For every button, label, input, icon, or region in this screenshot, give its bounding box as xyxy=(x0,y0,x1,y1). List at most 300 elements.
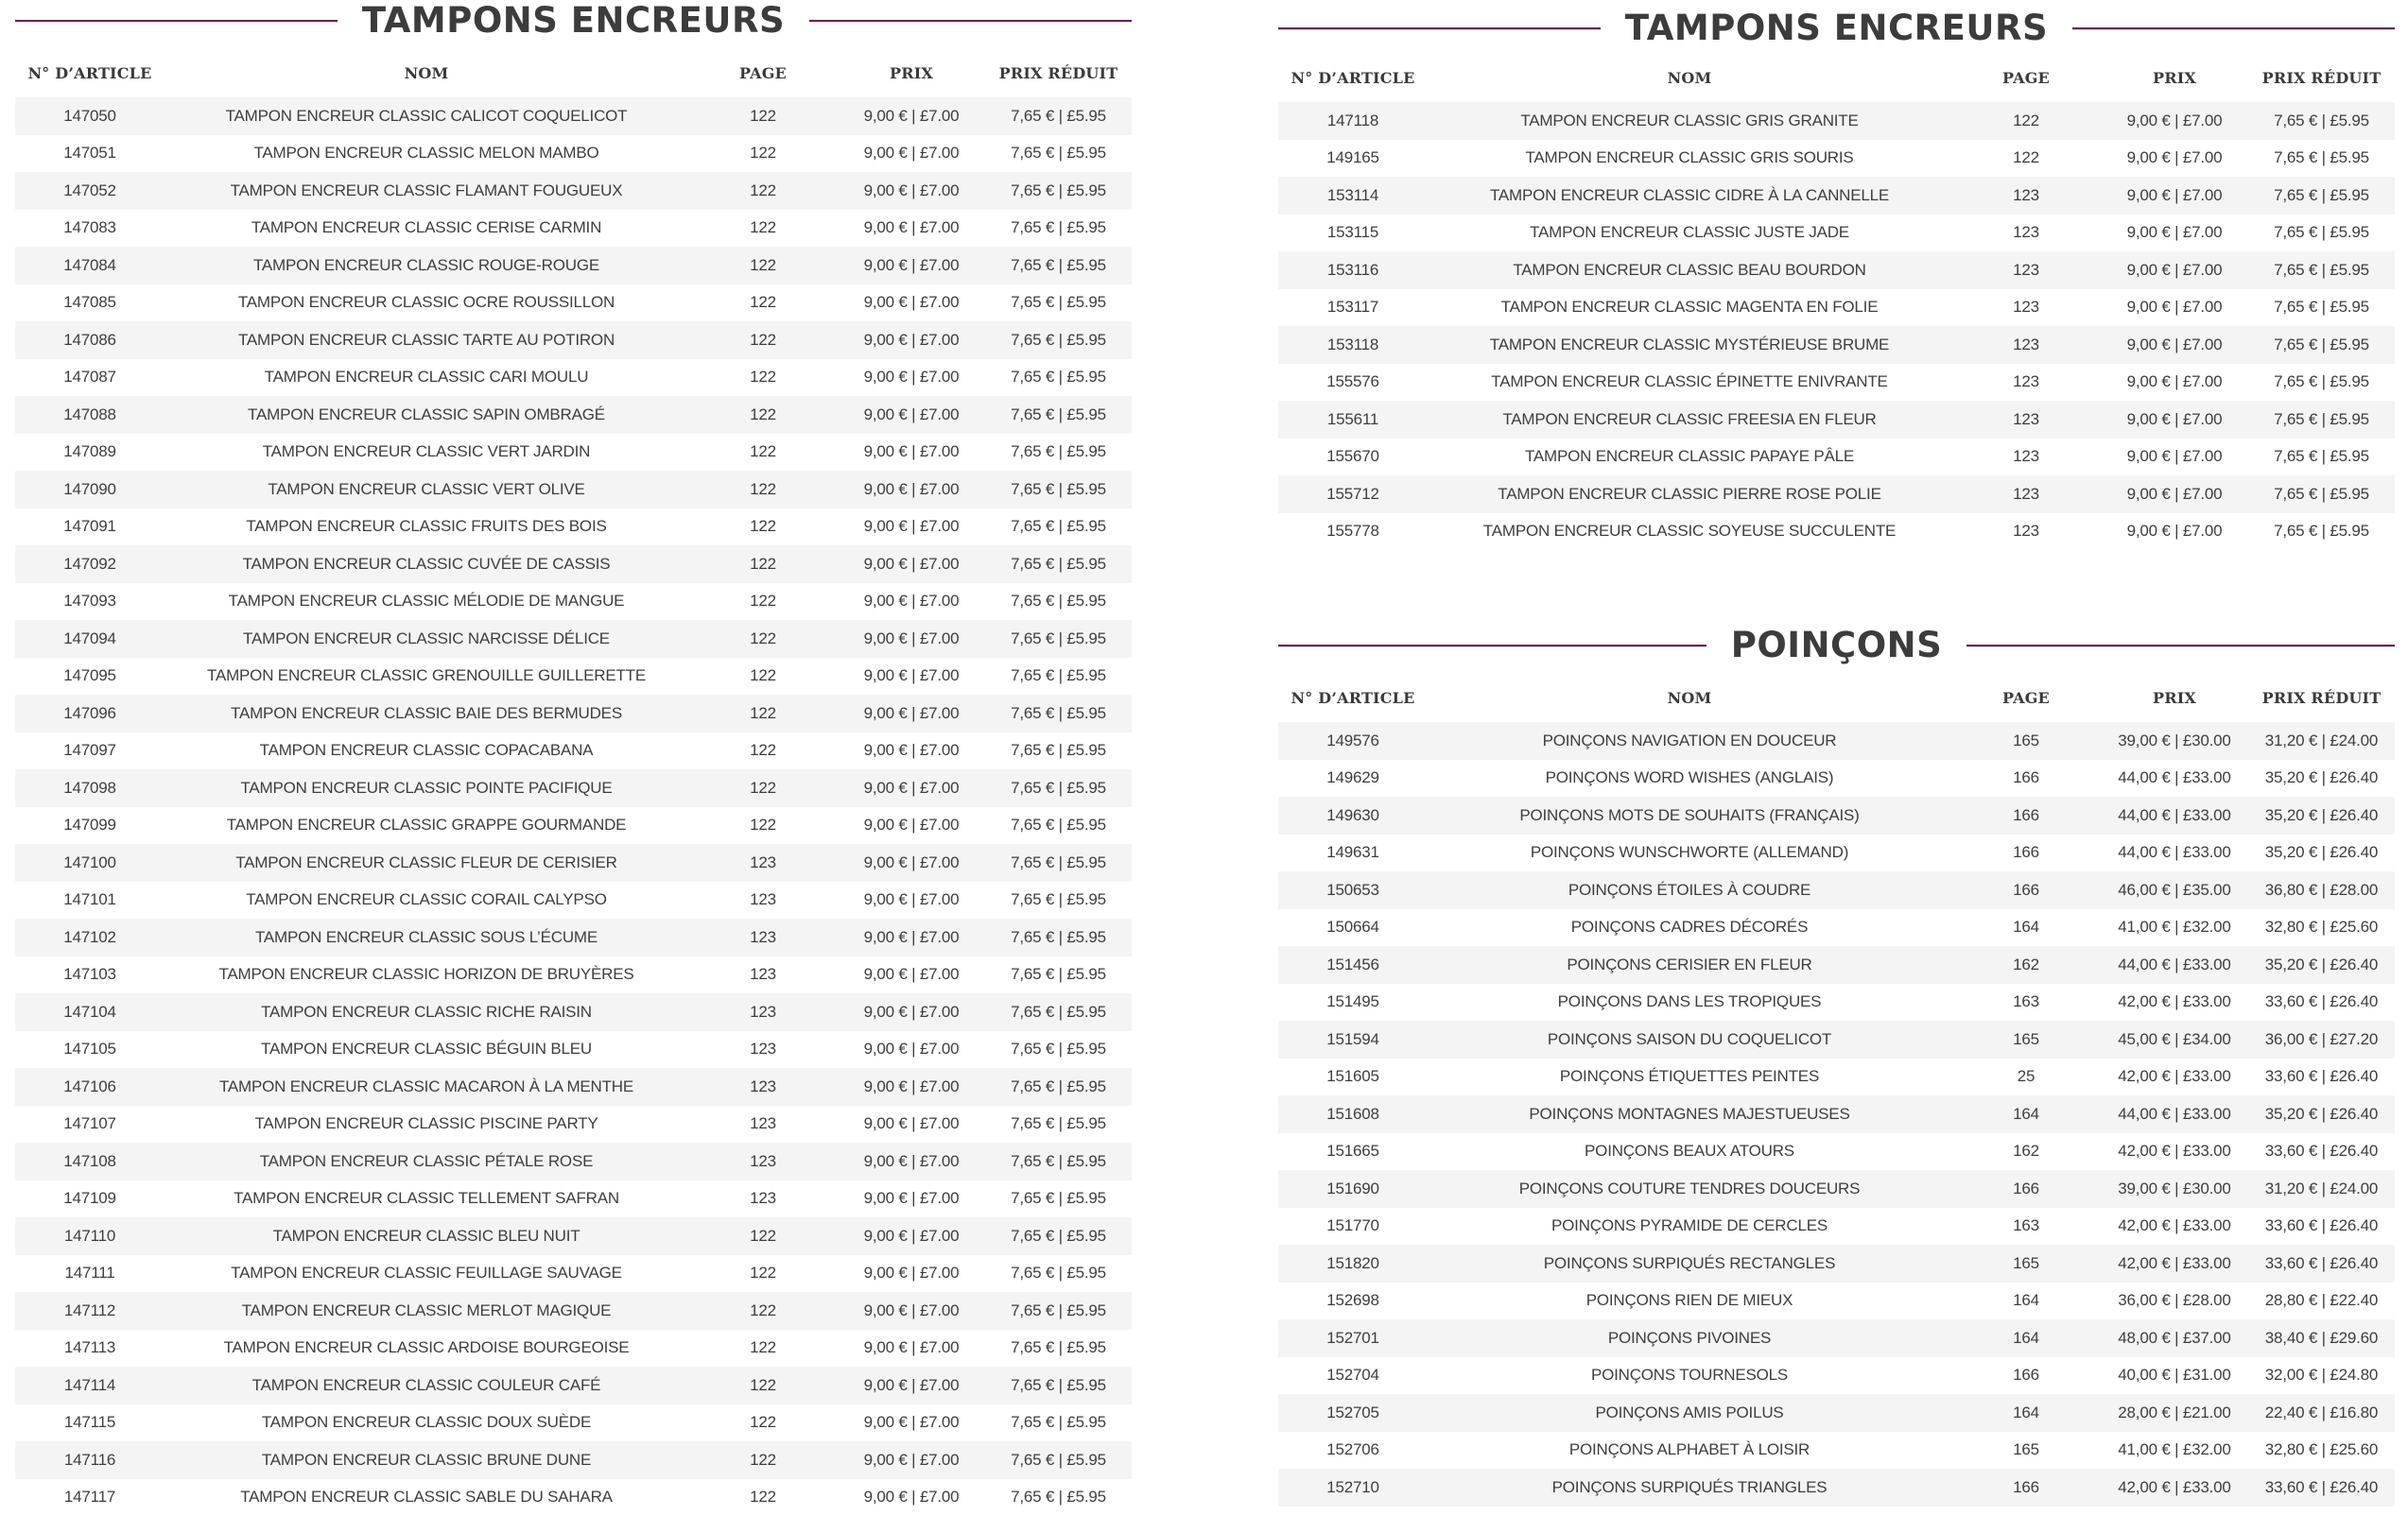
reduced-price-cell: 7,65 € | £5.95 xyxy=(1011,1488,1106,1507)
col-header-page: PAGE xyxy=(2002,68,2050,87)
reduced-price-cell: 32,80 € | £25.60 xyxy=(2264,1440,2379,1459)
table-row xyxy=(1278,1469,2395,1507)
product-name-cell: TAMPON ENCREUR CLASSIC MERLOT MAGIQUE xyxy=(165,1292,688,1330)
col-header-prix: PRIX xyxy=(889,63,934,82)
price-cell: 42,00 € | £33.00 xyxy=(2118,1142,2231,1161)
article-number-cell: 147097 xyxy=(63,741,116,760)
article-number-cell: 147117 xyxy=(63,1488,116,1507)
price-cell: 45,00 € | £34.00 xyxy=(2101,1021,2248,1059)
price-cell: 9,00 € | £7.00 xyxy=(838,97,985,135)
table-row xyxy=(15,993,1132,1031)
table-row xyxy=(1278,1357,2395,1395)
product-table xyxy=(15,60,1132,1516)
product-name-cell: TAMPON ENCREUR CLASSIC MYSTÉRIEUSE BRUME xyxy=(1428,326,1951,364)
product-name-cell: POINÇONS BEAUX ATOURS xyxy=(1585,1142,1794,1161)
reduced-price-cell: 7,65 € | £5.95 xyxy=(2248,401,2395,439)
table-body xyxy=(1278,722,2395,1507)
product-name-cell: POINÇONS NAVIGATION EN DOUCEUR xyxy=(1428,722,1951,760)
product-name-cell: TAMPON ENCREUR CLASSIC BÉGUIN BLEU xyxy=(261,1040,592,1059)
article-number-cell: 147091 xyxy=(63,517,116,536)
price-cell: 9,00 € | £7.00 xyxy=(2101,475,2248,513)
page-number-cell: 164 xyxy=(1951,1095,2101,1133)
article-number-cell: 147116 xyxy=(15,1441,165,1479)
table-row xyxy=(15,284,1132,322)
reduced-price-cell: 7,65 € | £5.95 xyxy=(985,97,1132,135)
product-name-cell: POINÇONS DANS LES TROPIQUES xyxy=(1557,992,1822,1011)
product-name-cell: POINÇONS MONTAGNES MAJESTUEUSES xyxy=(1428,1095,1951,1133)
reduced-price-cell: 35,20 € | £26.40 xyxy=(2264,843,2379,862)
article-number-cell: 151495 xyxy=(1326,992,1379,1011)
product-name-cell: TAMPON ENCREUR CLASSIC MAGENTA EN FOLIE xyxy=(1500,298,1879,317)
reduced-price-cell: 35,20 € | £26.40 xyxy=(2264,768,2379,787)
right-panel xyxy=(1278,0,2395,1516)
table-row xyxy=(15,1180,1132,1218)
article-number-cell: 147102 xyxy=(15,919,165,956)
reduced-price-cell: 7,65 € | £5.95 xyxy=(2274,522,2369,541)
article-number-cell: 147118 xyxy=(1278,102,1428,140)
table-row xyxy=(1278,364,2395,402)
article-number-cell: 147095 xyxy=(63,666,116,685)
article-number-cell: 147109 xyxy=(63,1189,116,1208)
price-cell: 36,00 € | £28.00 xyxy=(2118,1291,2231,1310)
page-number-cell: 165 xyxy=(2013,1440,2039,1459)
page-number-cell: 123 xyxy=(2013,298,2039,317)
product-name-cell: TAMPON ENCREUR CLASSIC GRIS GRANITE xyxy=(1428,102,1951,140)
table-header-row xyxy=(1278,65,2395,90)
table-row xyxy=(15,1404,1132,1442)
product-name-cell: TAMPON ENCREUR CLASSIC OCRE ROUSSILLON xyxy=(237,293,615,312)
reduced-price-cell: 35,20 € | £26.40 xyxy=(2248,946,2395,984)
table-row xyxy=(1278,984,2395,1022)
article-number-cell: 147089 xyxy=(63,442,116,461)
product-name-cell: TAMPON ENCREUR CLASSIC FRUITS DES BOIS xyxy=(246,517,607,536)
table-row xyxy=(15,97,1132,135)
article-number-cell: 149576 xyxy=(1278,722,1428,760)
price-cell: 9,00 € | £7.00 xyxy=(838,993,985,1031)
table-row xyxy=(1278,475,2395,513)
reduced-price-cell: 7,65 € | £5.95 xyxy=(985,1292,1132,1330)
col-header-prix-reduit: PRIX RÉDUIT xyxy=(998,63,1118,82)
price-cell: 9,00 € | £7.00 xyxy=(838,1068,985,1106)
section-title: TAMPONS ENCREURS xyxy=(15,0,1132,44)
reduced-price-cell: 7,65 € | £5.95 xyxy=(2248,475,2395,513)
page-number-cell: 122 xyxy=(1951,102,2101,140)
table-row xyxy=(1278,946,2395,984)
price-cell: 9,00 € | £7.00 xyxy=(2101,177,2248,215)
product-name-cell: TAMPON ENCREUR CLASSIC COPACABANA xyxy=(259,741,594,760)
col-header-nom: NOM xyxy=(1667,688,1712,707)
article-number-cell: 147107 xyxy=(63,1114,116,1133)
price-cell: 9,00 € | £7.00 xyxy=(838,919,985,956)
price-cell: 42,00 € | £33.00 xyxy=(2101,1245,2248,1283)
page-number-cell: 123 xyxy=(688,844,838,882)
table-row xyxy=(15,471,1132,508)
reduced-price-cell: 33,60 € | £26.40 xyxy=(2264,1142,2379,1161)
reduced-price-cell: 7,65 € | £5.95 xyxy=(1011,1114,1106,1133)
col-header-article: N° D’ARTICLE xyxy=(1291,68,1415,87)
price-cell: 9,00 € | £7.00 xyxy=(863,666,960,685)
table-row xyxy=(15,172,1132,210)
article-number-cell: 153117 xyxy=(1326,298,1379,317)
reduced-price-cell: 32,80 € | £25.60 xyxy=(2264,918,2379,937)
price-cell: 39,00 € | £30.00 xyxy=(2101,722,2248,760)
reduced-price-cell: 7,65 € | £5.95 xyxy=(1011,368,1106,387)
price-cell: 9,00 € | £7.00 xyxy=(863,890,960,909)
reduced-price-cell: 7,65 € | £5.95 xyxy=(1011,517,1106,536)
reduced-price-cell: 7,65 € | £5.95 xyxy=(985,471,1132,508)
table-row xyxy=(1278,1021,2395,1059)
reduced-price-cell: 7,65 € | £5.95 xyxy=(985,1143,1132,1180)
table-row xyxy=(15,321,1132,359)
price-cell: 9,00 € | £7.00 xyxy=(838,769,985,807)
table-row xyxy=(1278,1283,2395,1320)
page-number-cell: 122 xyxy=(750,293,776,312)
table-row xyxy=(1278,439,2395,476)
product-name-cell: POINÇONS PIVOINES xyxy=(1428,1319,1951,1357)
page-number-cell: 164 xyxy=(2013,1291,2039,1310)
article-number-cell: 147110 xyxy=(15,1217,165,1255)
table-row xyxy=(15,620,1132,658)
product-name-cell: TAMPON ENCREUR CLASSIC PISCINE PARTY xyxy=(254,1114,598,1133)
reduced-price-cell: 35,20 € | £26.40 xyxy=(2248,797,2395,835)
reduced-price-cell: 7,65 € | £5.95 xyxy=(2248,177,2395,215)
page-number-cell: 166 xyxy=(1951,797,2101,835)
article-number-cell: 151594 xyxy=(1278,1021,1428,1059)
price-cell: 9,00 € | £7.00 xyxy=(2126,223,2223,242)
article-number-cell: 151456 xyxy=(1278,946,1428,984)
article-number-cell: 147114 xyxy=(15,1367,165,1404)
reduced-price-cell: 7,65 € | £5.95 xyxy=(985,1217,1132,1255)
table-header-row xyxy=(1278,685,2395,710)
article-number-cell: 149629 xyxy=(1326,768,1379,787)
price-cell: 9,00 € | £7.00 xyxy=(863,218,960,237)
col-header-nom: NOM xyxy=(1667,68,1712,87)
reduced-price-cell: 33,60 € | £26.40 xyxy=(2248,1245,2395,1283)
reduced-price-cell: 7,65 € | £5.95 xyxy=(985,695,1132,732)
table-row xyxy=(15,732,1132,770)
article-number-cell: 152705 xyxy=(1278,1394,1428,1432)
product-name-cell: TAMPON ENCREUR CLASSIC PÉTALE ROSE xyxy=(165,1143,688,1180)
page-number-cell: 122 xyxy=(750,741,776,760)
article-number-cell: 149630 xyxy=(1278,797,1428,835)
price-cell: 41,00 € | £32.00 xyxy=(2118,1440,2231,1459)
reduced-price-cell: 7,65 € | £5.95 xyxy=(1011,293,1106,312)
header-spacer xyxy=(1278,710,1428,722)
page-number-cell: 123 xyxy=(688,919,838,956)
price-cell: 9,00 € | £7.00 xyxy=(863,1488,960,1507)
article-number-cell: 147112 xyxy=(15,1292,165,1330)
price-cell: 42,00 € | £33.00 xyxy=(2101,1469,2248,1507)
table-row xyxy=(1278,760,2395,798)
reduced-price-cell: 7,65 € | £5.95 xyxy=(1011,1189,1106,1208)
reduced-price-cell: 33,60 € | £26.40 xyxy=(2248,1469,2395,1507)
page-number-cell: 123 xyxy=(750,1040,776,1059)
table-body xyxy=(1278,102,2395,550)
product-name-cell: POINÇONS ALPHABET À LOISIR xyxy=(1568,1440,1810,1459)
price-cell: 42,00 € | £33.00 xyxy=(2118,1216,2231,1235)
table-row xyxy=(1278,1095,2395,1133)
page-number-cell: 122 xyxy=(688,172,838,210)
page-number-cell: 122 xyxy=(688,695,838,732)
product-name-cell: TAMPON ENCREUR CLASSIC ARDOISE BOURGEOISE xyxy=(223,1338,630,1357)
price-cell: 46,00 € | £35.00 xyxy=(2101,871,2248,909)
page-number-cell: 122 xyxy=(750,666,776,685)
table-row xyxy=(15,1255,1132,1293)
product-name-cell: POINÇONS MOTS DE SOUHAITS (FRANÇAIS) xyxy=(1428,797,1951,835)
article-number-cell: 147099 xyxy=(63,816,116,835)
price-cell: 9,00 € | £7.00 xyxy=(863,816,960,835)
reduced-price-cell: 7,65 € | £5.95 xyxy=(2248,251,2395,289)
reduced-price-cell: 7,65 € | £5.95 xyxy=(1011,890,1106,909)
reduced-price-cell: 7,65 € | £5.95 xyxy=(1011,144,1106,163)
page-number-cell: 122 xyxy=(750,218,776,237)
reduced-price-cell: 33,60 € | £26.40 xyxy=(2264,1067,2379,1086)
reduced-price-cell: 31,20 € | £24.00 xyxy=(2248,1170,2395,1208)
article-number-cell: 155712 xyxy=(1278,475,1428,513)
page-number-cell: 166 xyxy=(2013,843,2039,862)
article-number-cell: 153118 xyxy=(1278,326,1428,364)
col-header-page: PAGE xyxy=(2002,688,2050,707)
product-name-cell: TAMPON ENCREUR CLASSIC GRENOUILLE GUILLERETTE xyxy=(207,666,646,685)
price-cell: 9,00 € | £7.00 xyxy=(838,1217,985,1255)
table-row xyxy=(15,769,1132,807)
article-number-cell: 147093 xyxy=(63,592,116,611)
page-number-cell: 25 xyxy=(2017,1067,2036,1086)
price-cell: 9,00 € | £7.00 xyxy=(2126,522,2223,541)
product-name-cell: TAMPON ENCREUR CLASSIC PAPAYE PÂLE xyxy=(1524,447,1855,466)
col-header-article: N° D’ARTICLE xyxy=(1291,688,1415,707)
left-panel xyxy=(15,0,1132,1516)
page-number-cell: 122 xyxy=(750,816,776,835)
reduced-price-cell: 35,20 € | £26.40 xyxy=(2248,1095,2395,1133)
table-row xyxy=(1278,1394,2395,1432)
page-number-cell: 123 xyxy=(688,993,838,1031)
article-number-cell: 147103 xyxy=(63,965,116,984)
page-number-cell: 165 xyxy=(1951,722,2101,760)
reduced-price-cell: 7,65 € | £5.95 xyxy=(2248,326,2395,364)
product-name-cell: TAMPON ENCREUR CLASSIC SOUS L’ÉCUME xyxy=(165,919,688,956)
price-cell: 9,00 € | £7.00 xyxy=(2101,401,2248,439)
price-cell: 9,00 € | £7.00 xyxy=(863,965,960,984)
product-name-cell: TAMPON ENCREUR CLASSIC RICHE RAISIN xyxy=(165,993,688,1031)
col-header-prix-reduit: PRIX RÉDUIT xyxy=(2261,688,2382,707)
price-cell: 9,00 € | £7.00 xyxy=(863,293,960,312)
price-cell: 9,00 € | £7.00 xyxy=(838,620,985,658)
table-row xyxy=(1278,215,2395,252)
page-number-cell: 122 xyxy=(688,1217,838,1255)
product-name-cell: TAMPON ENCREUR CLASSIC SOYEUSE SUCCULENTE xyxy=(1482,522,1897,541)
table-row xyxy=(1278,797,2395,835)
article-number-cell: 147084 xyxy=(15,247,165,284)
article-number-cell: 152701 xyxy=(1278,1319,1428,1357)
table-row xyxy=(1278,1432,2395,1470)
page-number-cell: 123 xyxy=(2013,223,2039,242)
page-number-cell: 166 xyxy=(1951,1170,2101,1208)
reduced-price-cell: 33,60 € | £26.40 xyxy=(2264,1216,2379,1235)
reduced-price-cell: 36,80 € | £28.00 xyxy=(2248,871,2395,909)
header-spacer xyxy=(15,85,165,97)
table-row xyxy=(1278,251,2395,289)
article-number-cell: 155670 xyxy=(1326,447,1379,466)
table-row xyxy=(15,844,1132,882)
reduced-price-cell: 7,65 € | £5.95 xyxy=(1011,666,1106,685)
page-number-cell: 123 xyxy=(750,890,776,909)
price-cell: 9,00 € | £7.00 xyxy=(2126,298,2223,317)
product-name-cell: TAMPON ENCREUR CLASSIC BAIE DES BERMUDES xyxy=(165,695,688,732)
reduced-price-cell: 7,65 € | £5.95 xyxy=(2274,148,2369,167)
price-cell: 28,00 € | £21.00 xyxy=(2101,1394,2248,1432)
reduced-price-cell: 7,65 € | £5.95 xyxy=(985,769,1132,807)
col-header-prix-reduit: PRIX RÉDUIT xyxy=(2261,68,2382,87)
table-row xyxy=(1278,835,2395,872)
reduced-price-cell: 7,65 € | £5.95 xyxy=(1011,1413,1106,1432)
price-cell: 44,00 € | £33.00 xyxy=(2118,768,2231,787)
page-number-cell: 122 xyxy=(688,545,838,583)
price-cell: 9,00 € | £7.00 xyxy=(838,321,985,359)
product-name-cell: TAMPON ENCREUR CLASSIC COULEUR CAFÉ xyxy=(165,1367,688,1404)
reduced-price-cell: 7,65 € | £5.95 xyxy=(2274,372,2369,391)
product-name-cell: POINÇONS CERISIER EN FLEUR xyxy=(1428,946,1951,984)
article-number-cell: 147104 xyxy=(15,993,165,1031)
price-cell: 9,00 € | £7.00 xyxy=(863,144,960,163)
reduced-price-cell: 7,65 € | £5.95 xyxy=(985,321,1132,359)
reduced-price-cell: 7,65 € | £5.95 xyxy=(985,1068,1132,1106)
article-number-cell: 147105 xyxy=(63,1040,116,1059)
product-name-cell: TAMPON ENCREUR CLASSIC CALICOT COQUELICOT xyxy=(165,97,688,135)
article-number-cell: 147050 xyxy=(15,97,165,135)
table-row xyxy=(15,210,1132,248)
price-cell: 9,00 € | £7.00 xyxy=(838,172,985,210)
article-number-cell: 151608 xyxy=(1278,1095,1428,1133)
table-row xyxy=(15,1330,1132,1368)
table-row xyxy=(1278,140,2395,178)
page-number-cell: 164 xyxy=(1951,1394,2101,1432)
article-number-cell: 149631 xyxy=(1326,843,1379,862)
article-number-cell: 151770 xyxy=(1326,1216,1379,1235)
product-name-cell: TAMPON ENCREUR CLASSIC FLAMANT FOUGUEUX xyxy=(165,172,688,210)
price-cell: 9,00 € | £7.00 xyxy=(838,1292,985,1330)
product-name-cell: TAMPON ENCREUR CLASSIC CERISE CARMIN xyxy=(251,218,602,237)
price-cell: 39,00 € | £30.00 xyxy=(2101,1170,2248,1208)
page-number-cell: 122 xyxy=(750,517,776,536)
col-header-prix: PRIX xyxy=(2152,68,2197,87)
product-name-cell: TAMPON ENCREUR CLASSIC MÉLODIE DE MANGUE xyxy=(228,592,625,611)
table-row xyxy=(1278,513,2395,551)
article-number-cell: 152710 xyxy=(1278,1469,1428,1507)
page-number-cell: 122 xyxy=(750,592,776,611)
article-number-cell: 147111 xyxy=(64,1264,115,1283)
product-name-cell: TAMPON ENCREUR CLASSIC TELLEMENT SAFRAN xyxy=(234,1189,619,1208)
reduced-price-cell: 7,65 € | £5.95 xyxy=(2248,102,2395,140)
product-name-cell: TAMPON ENCREUR CLASSIC TARTE AU POTIRON xyxy=(165,321,688,359)
price-cell: 44,00 € | £33.00 xyxy=(2118,843,2231,862)
article-number-cell: 147083 xyxy=(63,218,116,237)
table-row xyxy=(1278,102,2395,140)
product-name-cell: TAMPON ENCREUR CLASSIC BEAU BOURDON xyxy=(1428,251,1951,289)
product-name-cell: TAMPON ENCREUR CLASSIC BRUNE DUNE xyxy=(165,1441,688,1479)
price-cell: 44,00 € | £33.00 xyxy=(2101,1095,2248,1133)
product-name-cell: TAMPON ENCREUR CLASSIC SABLE DU SAHARA xyxy=(240,1488,613,1507)
reduced-price-cell: 7,65 € | £5.95 xyxy=(985,545,1132,583)
article-number-cell: 147115 xyxy=(63,1413,116,1432)
price-cell: 9,00 € | £7.00 xyxy=(863,1040,960,1059)
price-cell: 9,00 € | £7.00 xyxy=(838,1143,985,1180)
price-cell: 9,00 € | £7.00 xyxy=(2126,447,2223,466)
product-name-cell: TAMPON ENCREUR CLASSIC ROUGE-ROUGE xyxy=(165,247,688,284)
section-title: TAMPONS ENCREURS xyxy=(1278,5,2395,52)
article-number-cell: 152698 xyxy=(1326,1291,1379,1310)
product-name-cell: POINÇONS ÉTIQUETTES PEINTES xyxy=(1559,1067,1820,1086)
price-cell: 9,00 € | £7.00 xyxy=(2101,326,2248,364)
article-number-cell: 147090 xyxy=(15,471,165,508)
price-cell: 48,00 € | £37.00 xyxy=(2101,1319,2248,1357)
reduced-price-cell: 7,65 € | £5.95 xyxy=(1011,592,1106,611)
reduced-price-cell: 38,40 € | £29.60 xyxy=(2248,1319,2395,1357)
page-number-cell: 162 xyxy=(1951,946,2101,984)
article-number-cell: 147051 xyxy=(63,144,116,163)
table-row xyxy=(1278,909,2395,947)
price-cell: 40,00 € | £31.00 xyxy=(2118,1366,2231,1385)
article-number-cell: 147052 xyxy=(15,172,165,210)
reduced-price-cell: 7,65 € | £5.95 xyxy=(1011,965,1106,984)
product-name-cell: TAMPON ENCREUR CLASSIC CORAIL CALYPSO xyxy=(246,890,607,909)
section-title-row xyxy=(1278,5,2395,52)
reduced-price-cell: 7,65 € | £5.95 xyxy=(985,620,1132,658)
page-number-cell: 122 xyxy=(688,97,838,135)
page-number-cell: 123 xyxy=(750,1189,776,1208)
reduced-price-cell: 7,65 € | £5.95 xyxy=(1011,741,1106,760)
product-name-cell: TAMPON ENCREUR CLASSIC HORIZON DE BRUYÈRES xyxy=(218,965,634,984)
table-row xyxy=(15,508,1132,546)
table-row xyxy=(15,1068,1132,1106)
page-number-cell: 123 xyxy=(750,1114,776,1133)
product-name-cell: TAMPON ENCREUR CLASSIC JUSTE JADE xyxy=(1530,223,1849,242)
reduced-price-cell: 7,65 € | £5.95 xyxy=(1011,1264,1106,1283)
reduced-price-cell: 7,65 € | £5.95 xyxy=(985,844,1132,882)
product-name-cell: TAMPON ENCREUR CLASSIC VERT JARDIN xyxy=(262,442,591,461)
table-row xyxy=(15,1441,1132,1479)
article-number-cell: 150664 xyxy=(1326,918,1379,937)
page-number-cell: 164 xyxy=(1951,1319,2101,1357)
article-number-cell: 147092 xyxy=(15,545,165,583)
product-name-cell: TAMPON ENCREUR CLASSIC CUVÉE DE CASSIS xyxy=(165,545,688,583)
page-number-cell: 123 xyxy=(688,1143,838,1180)
table-row xyxy=(15,956,1132,994)
table-row xyxy=(15,434,1132,472)
product-name-cell: POINÇONS COUTURE TENDRES DOUCEURS xyxy=(1428,1170,1951,1208)
price-cell: 9,00 € | £7.00 xyxy=(838,396,985,434)
reduced-price-cell: 7,65 € | £5.95 xyxy=(985,172,1132,210)
page-number-cell: 123 xyxy=(1951,401,2101,439)
page-number-cell: 123 xyxy=(688,1068,838,1106)
price-cell: 9,00 € | £7.00 xyxy=(863,1413,960,1432)
price-cell: 9,00 € | £7.00 xyxy=(2101,251,2248,289)
table-row xyxy=(1278,1319,2395,1357)
article-number-cell: 151690 xyxy=(1278,1170,1428,1208)
page-number-cell: 122 xyxy=(688,1441,838,1479)
price-cell: 9,00 € | £7.00 xyxy=(863,1264,960,1283)
table-row xyxy=(1278,289,2395,327)
article-number-cell: 147096 xyxy=(15,695,165,732)
table-body xyxy=(15,97,1132,1516)
table-row xyxy=(1278,1245,2395,1283)
article-number-cell: 153115 xyxy=(1326,223,1379,242)
price-cell: 9,00 € | £7.00 xyxy=(2101,102,2248,140)
article-number-cell: 147085 xyxy=(63,293,116,312)
page-number-cell: 123 xyxy=(1951,251,2101,289)
article-number-cell: 155778 xyxy=(1326,522,1379,541)
page-number-cell: 122 xyxy=(688,769,838,807)
